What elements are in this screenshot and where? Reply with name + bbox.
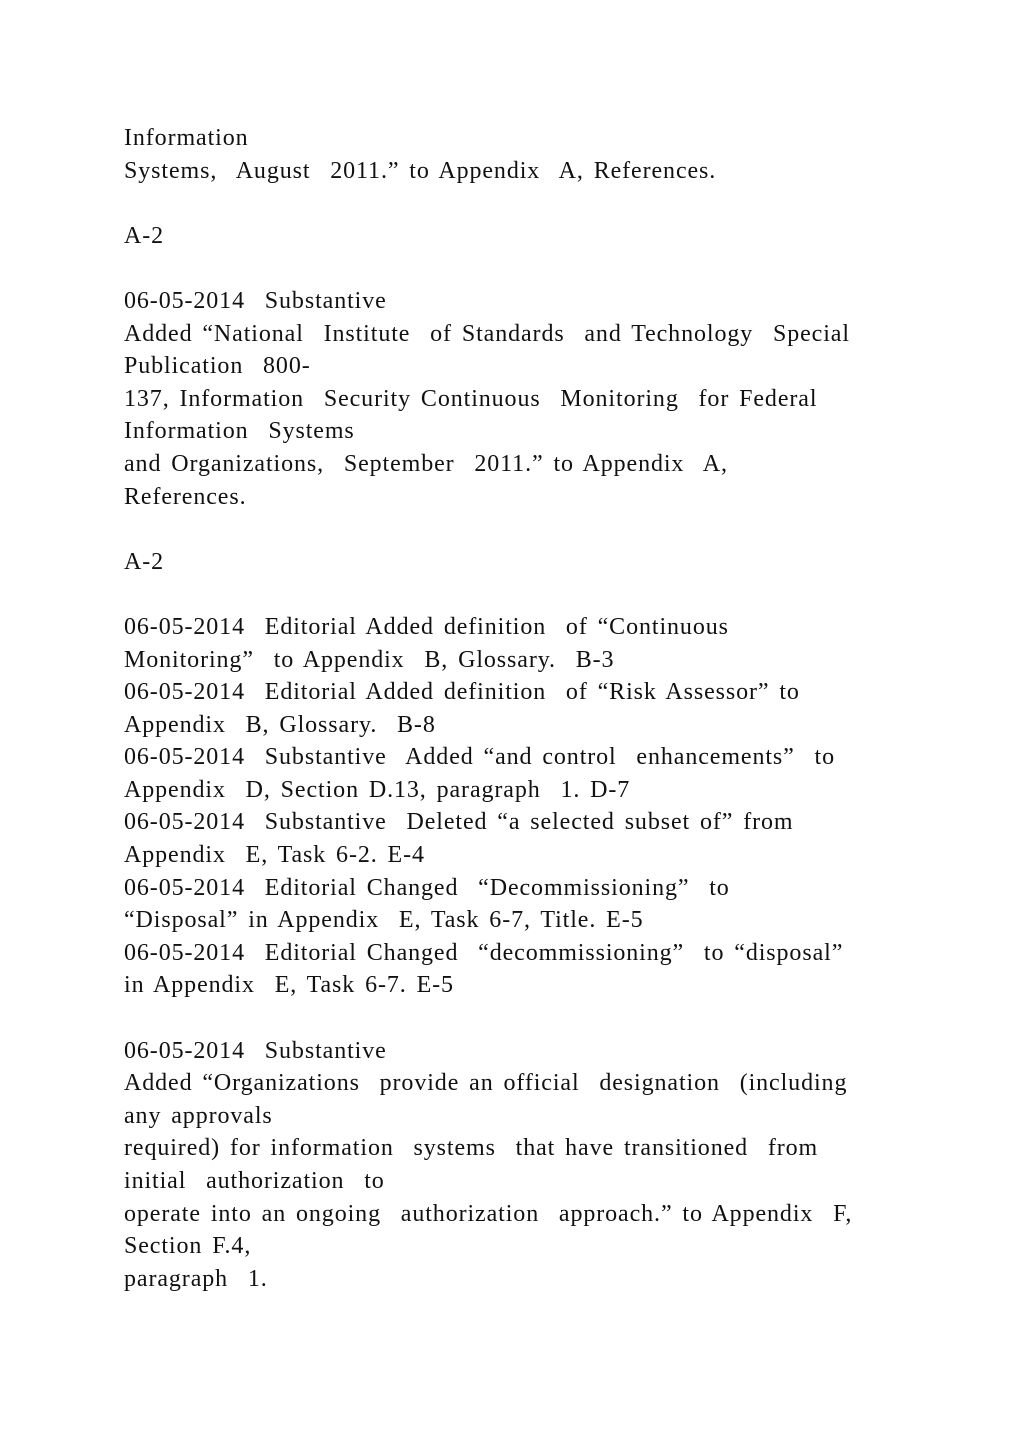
blank-line (124, 513, 924, 546)
text-line: 06-05-2014 Substantive (124, 287, 387, 314)
text-line: 06-05-2014 Substantive Added “and control enhancements” to (124, 744, 835, 771)
blank-line (124, 578, 924, 611)
text-line: Added “National Institute of Standards and Technology Special (124, 320, 850, 347)
page-reference: A-2 (124, 222, 165, 249)
blank-line (124, 187, 924, 220)
text-line: Monitoring” to Appendix B, Glossary. B-3 (124, 646, 615, 673)
text-line: 06-05-2014 Editorial Changed “decommissioning” to “disposal” (124, 939, 844, 966)
text-line: required) for information systems that have transitioned from (124, 1135, 819, 1162)
text-line: 06-05-2014 Editorial Added definition of “Continuous (124, 613, 729, 640)
text-line: and Organizations, September 2011.” to Appendix A, (124, 450, 728, 477)
text-line: paragraph 1. (124, 1265, 268, 1292)
text-line: initial authorization to (124, 1168, 385, 1194)
text-line: Systems, August 2011.” to Appendix A, References. (124, 157, 717, 184)
blank-line (124, 252, 924, 285)
text-line: Section F.4, (124, 1233, 252, 1260)
text-line: References. (124, 483, 247, 510)
text-line: 06-05-2014 Editorial Added definition of “Risk Assessor” to (124, 679, 800, 706)
text-line: Publication 800- (124, 353, 311, 380)
text-line: Appendix B, Glossary. B-8 (124, 711, 436, 738)
text-line: 06-05-2014 Substantive Deleted “a selected subset of” from (124, 809, 794, 836)
text-line: Appendix D, Section D.13, paragraph 1. D-7 (124, 776, 631, 803)
text-line: Appendix E, Task 6-2. E-4 (124, 842, 425, 869)
page-reference: A-2 (124, 548, 165, 575)
text-line: Information Systems (124, 418, 355, 445)
text-line: 137, Information Security Continuous Monitoring for Federal (124, 385, 818, 412)
text-line: Information (124, 125, 249, 151)
text-line: 06-05-2014 Editorial Changed “Decommissioning” to (124, 874, 730, 901)
text-line: “Disposal” in Appendix E, Task 6-7, Title. E-5 (124, 907, 644, 934)
text-line: 06-05-2014 Substantive (124, 1037, 387, 1064)
text-line: operate into an ongoing authorization approach.” to Appendix F, (124, 1200, 853, 1227)
document-page (124, 122, 924, 1295)
text-line: in Appendix E, Task 6-7. E-5 (124, 972, 454, 999)
text-line: any approvals (124, 1102, 273, 1129)
text-line: Added “Organizations provide an official designation (including (124, 1070, 848, 1097)
blank-line (124, 1002, 924, 1035)
